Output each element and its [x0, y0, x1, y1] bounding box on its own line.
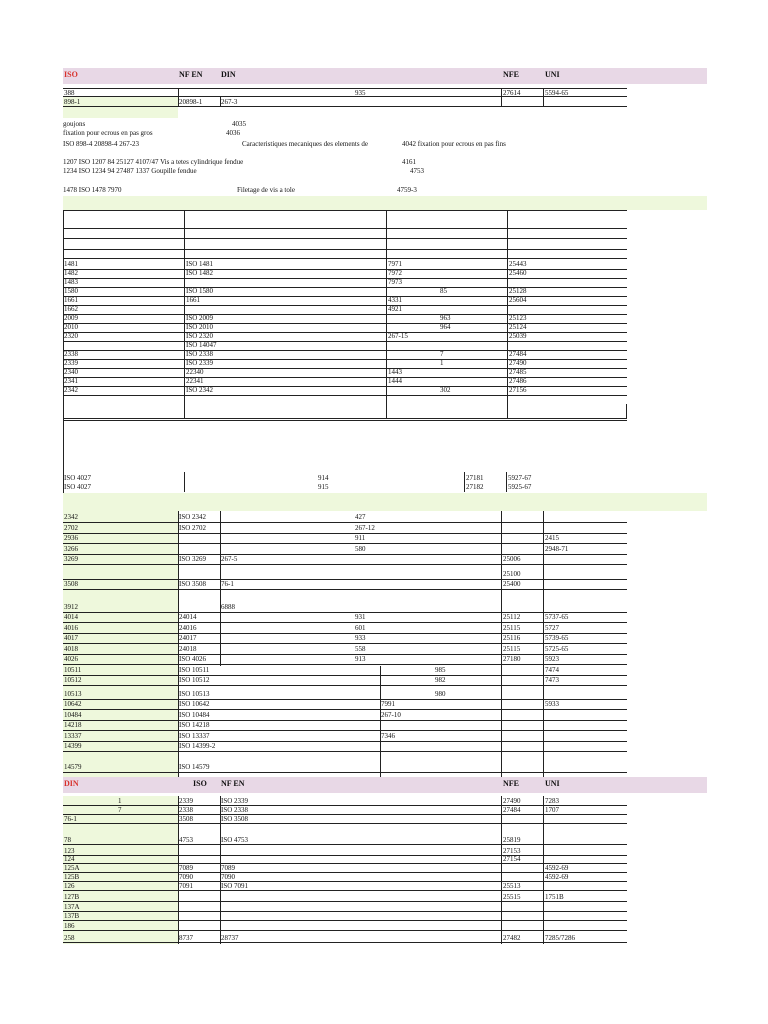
row-divider	[63, 106, 627, 107]
iso-cell: 10484	[64, 710, 82, 719]
nfen-cell: ISO 10642	[179, 700, 210, 708]
din-cell: 7	[440, 350, 444, 358]
column-header-nfen-2: NF EN	[221, 779, 245, 788]
nfen-cell: ISO 2702	[179, 523, 207, 532]
note-text: Filetage de vis a tole	[237, 186, 295, 194]
uni-cell: 5925-67	[508, 483, 532, 491]
row-divider	[63, 823, 627, 824]
iso-cell: 1482	[64, 269, 78, 277]
column-divider	[506, 472, 507, 492]
din-cell: 4331	[388, 296, 402, 304]
din-cell: 911	[355, 534, 366, 542]
row-divider	[63, 377, 627, 378]
uni-cell: 5727	[545, 623, 559, 632]
column-divider	[543, 796, 544, 944]
iso-cell: 2338	[64, 350, 78, 358]
nfe-cell: 25123	[509, 314, 527, 322]
uni-cell: 7283	[545, 797, 559, 805]
row-divider	[63, 709, 627, 710]
row-divider	[63, 881, 627, 882]
row-divider	[63, 287, 627, 288]
din-cell: 933	[355, 634, 366, 642]
note-text: goujons	[63, 120, 86, 128]
row-divider	[63, 751, 627, 752]
row-divider	[63, 420, 627, 421]
row-divider	[63, 685, 627, 686]
row-divider	[63, 741, 627, 742]
row-divider	[63, 844, 627, 845]
din-cell: 126	[64, 882, 75, 890]
row-divider	[63, 901, 627, 902]
column-header-din-2: DIN	[64, 779, 79, 788]
iso-cell: 4016	[64, 623, 78, 632]
row-divider	[63, 612, 627, 613]
column-header-din: DIN	[221, 70, 236, 79]
iso-cell: 898-1	[64, 98, 81, 106]
nfen-cell: ISO 4753	[221, 836, 249, 844]
din-cell: 7971	[388, 260, 402, 268]
row-divider	[63, 341, 627, 342]
nfe-cell: 25443	[509, 260, 527, 268]
row-divider	[63, 210, 627, 211]
column-header-iso: ISO	[64, 70, 78, 79]
iso-cell: 1661	[64, 296, 78, 304]
note-text: 4759-3	[397, 186, 417, 194]
iso-cell: 2339	[64, 359, 78, 367]
din-cell: 1443	[388, 368, 402, 376]
row-divider	[63, 305, 627, 306]
din-cell: 7	[118, 806, 122, 814]
iso-cell: 7091	[179, 882, 193, 890]
row-divider	[63, 654, 627, 655]
din-cell: 4921	[388, 305, 402, 313]
nfen-cell: ISO 3508	[179, 580, 207, 588]
din-cell: 85	[440, 287, 447, 295]
nfen-cell: ISO 2339	[221, 797, 249, 805]
row-divider	[63, 730, 627, 731]
nfen-cell: 24017	[179, 634, 197, 642]
nfen-cell: ISO 1482	[186, 269, 214, 277]
nfe-cell: 27484	[509, 350, 527, 358]
uni-cell: 7474	[545, 665, 559, 674]
section-band-4	[63, 493, 707, 511]
row-divider	[63, 296, 627, 297]
iso-cell: 10642	[64, 700, 82, 708]
row-divider	[63, 332, 627, 333]
nfe-cell: 25124	[509, 323, 527, 331]
nfen-cell: ISO 14047	[186, 341, 217, 349]
note-text: 1207 ISO 1207 84 25127 4107/47 Vis a tetes cylindrique fendue	[63, 158, 244, 166]
din-cell: 980	[435, 689, 446, 698]
iso-cell: 2341	[64, 377, 78, 385]
iso-cell: 4026	[64, 655, 78, 663]
nfen-cell: ISO 10511	[179, 665, 210, 674]
nfe-cell: 25513	[503, 882, 521, 890]
column-header-nfe: NFE	[503, 70, 519, 79]
header-band-2	[63, 777, 707, 793]
din-cell: 267-3	[221, 98, 238, 106]
row-divider	[63, 395, 627, 396]
din-cell: 267-5	[221, 555, 238, 563]
din-cell: 7991	[381, 700, 395, 708]
note-text: Caracteristiques mecaniques des elements de	[242, 140, 368, 148]
iso-cell: ISO 4027	[64, 483, 92, 491]
column-divider	[501, 88, 502, 106]
note-text: 1478 ISO 1478 7970	[63, 186, 122, 194]
row-divider	[63, 314, 627, 315]
din-cell: 601	[355, 623, 366, 632]
nfen-cell: ISO 1481	[186, 260, 214, 268]
uni-cell: 2948-71	[545, 544, 569, 553]
nfe-cell: 25819	[503, 836, 521, 844]
din-cell: 7972	[388, 269, 402, 277]
note-text: 4042 fixation pour ecrous en pas fins	[402, 140, 506, 148]
row-divider	[63, 533, 627, 534]
din-cell: 580	[355, 544, 366, 553]
din-cell: 935	[355, 89, 366, 97]
din-cell: 427	[355, 513, 366, 521]
din-column-fill-5	[63, 796, 178, 944]
uni-cell: 5594-65	[545, 89, 569, 97]
row-divider	[63, 633, 627, 634]
row-divider	[63, 805, 627, 806]
row-divider	[63, 359, 627, 360]
din-cell: 1	[118, 797, 122, 805]
section-band-2	[63, 196, 707, 210]
row-divider	[63, 554, 627, 555]
iso-cell: 1580	[64, 287, 78, 295]
nfen-cell: ISO 3269	[179, 555, 207, 563]
note-text: 4035	[232, 120, 246, 128]
row-divider	[63, 579, 627, 580]
column-divider	[543, 88, 544, 106]
row-divider	[63, 350, 627, 351]
row-divider	[63, 699, 627, 700]
nfen-cell: ISO 2338	[221, 806, 249, 814]
iso-cell: 3508	[179, 815, 193, 823]
nfen-cell: 7090	[221, 873, 235, 881]
din-cell: 915	[318, 483, 329, 491]
nfe-cell: 27156	[509, 386, 527, 394]
row-divider	[63, 228, 627, 229]
din-cell: 123	[64, 847, 75, 855]
nfen-cell: 7089	[221, 864, 235, 872]
row-divider	[63, 920, 627, 921]
iso-cell: 2339	[179, 797, 193, 805]
iso-cell: 14579	[64, 762, 82, 771]
row-divider	[63, 368, 627, 369]
iso-cell: 1662	[64, 305, 78, 313]
din-cell: 985	[435, 665, 446, 674]
row-divider	[63, 249, 627, 250]
din-cell: 558	[355, 644, 366, 653]
iso-cell: 10512	[64, 676, 82, 684]
nfe-cell: 27486	[509, 377, 527, 385]
din-cell: 124	[64, 855, 75, 863]
column-header-iso-2: ISO	[193, 779, 207, 788]
column-divider	[626, 404, 627, 418]
iso-cell: 1483	[64, 278, 78, 286]
nfen-cell: ISO 10484	[179, 710, 210, 719]
din-cell: 127B	[64, 893, 80, 901]
nfen-cell: 20898-1	[179, 98, 203, 106]
uni-cell: 5933	[545, 700, 559, 708]
note-text: 4036	[226, 129, 240, 137]
iso-cell: 3269	[64, 555, 78, 563]
row-divider	[63, 942, 627, 943]
uni-cell: 1707	[545, 806, 559, 814]
nfen-cell: 22340	[186, 368, 204, 376]
din-cell: 258	[64, 934, 75, 942]
nfe-cell: 25400	[503, 580, 521, 588]
uni-cell: 7473	[545, 676, 559, 684]
nfen-cell: 24016	[179, 623, 197, 632]
din-cell: 267-15	[388, 332, 408, 340]
column-divider	[464, 472, 465, 492]
column-divider	[63, 210, 64, 418]
nfe-cell: 27153	[503, 847, 521, 855]
row-divider	[63, 911, 627, 912]
iso-cell: 2009	[64, 314, 78, 322]
iso-cell: 388	[64, 89, 75, 97]
uni-cell: 5927-67	[508, 474, 532, 482]
nfen-cell: ISO 10513	[179, 689, 210, 698]
row-divider	[63, 418, 627, 419]
row-divider	[63, 930, 627, 931]
note-text: 4161	[402, 158, 416, 166]
column-divider	[184, 472, 185, 492]
iso-cell: 2342	[64, 386, 78, 394]
nfen-cell: ISO 2009	[186, 314, 214, 322]
nfe-cell: 27482	[503, 934, 521, 942]
din-cell: 267-10	[381, 710, 401, 719]
row-divider	[63, 543, 627, 544]
column-divider	[380, 666, 381, 777]
iso-cell: 3912	[64, 602, 78, 611]
uni-cell: 4592-69	[545, 864, 569, 872]
note-text: ISO 898-4 20898-4 267-23	[63, 140, 140, 148]
nfe-cell: 25100	[503, 569, 521, 578]
din-cell: 1444	[388, 377, 402, 385]
column-divider	[501, 796, 502, 944]
iso-cell: 7089	[179, 864, 193, 872]
column-divider	[543, 511, 544, 777]
din-cell: 76-1	[64, 815, 77, 823]
column-divider	[501, 511, 502, 777]
nfe-cell: 25115	[503, 644, 521, 653]
nfen-cell: 24014	[179, 613, 197, 621]
iso-cell: 10511	[64, 665, 82, 674]
nfen-cell: ISO 2010	[186, 323, 214, 331]
column-header-nfen: NF EN	[179, 70, 203, 79]
iso-cell: ISO 4027	[64, 474, 92, 482]
nfe-cell: 25039	[509, 332, 527, 340]
din-cell: 137B	[64, 912, 80, 920]
nfe-cell: 27485	[509, 368, 527, 376]
header-band-1	[63, 68, 707, 84]
iso-cell: 7090	[179, 873, 193, 881]
din-cell: 7346	[381, 731, 395, 740]
iso-cell: 2320	[64, 332, 78, 340]
din-cell: 964	[440, 323, 451, 331]
din-cell: 137A	[64, 903, 80, 911]
row-divider	[63, 238, 627, 239]
note-text: 4753	[410, 167, 424, 175]
row-divider	[63, 772, 627, 773]
din-cell: 186	[64, 922, 75, 930]
iso-cell: 14218	[64, 721, 82, 729]
iso-cell: 2338	[179, 806, 193, 814]
uni-cell: 5725-65	[545, 644, 569, 653]
din-cell: 1	[440, 359, 444, 367]
nfen-cell: 1661	[186, 296, 200, 304]
din-cell: 982	[435, 676, 446, 684]
uni-cell: 7285/7286	[545, 934, 575, 942]
row-divider	[63, 323, 627, 324]
nfen-cell: 24018	[179, 644, 197, 653]
nfen-cell: ISO 14399-2	[179, 742, 216, 750]
uni-cell: 5739-65	[545, 634, 569, 642]
nfe-cell: 25604	[509, 296, 527, 304]
row-divider	[63, 675, 627, 676]
nfen-cell: ISO 3508	[221, 815, 249, 823]
uni-cell: 4592-69	[545, 873, 569, 881]
row-divider	[63, 872, 627, 873]
nfe-cell: 27490	[503, 797, 521, 805]
note-text: fixation pour ecrous en pas gros	[63, 129, 153, 137]
row-divider	[63, 664, 627, 665]
nfe-cell: 27180	[503, 655, 521, 663]
nfe-cell: 27614	[503, 89, 521, 97]
row-divider	[63, 278, 627, 279]
nfen-cell: ISO 2342	[186, 386, 214, 394]
note-text: 1234 ISO 1234 94 27487 1337 Goupille fendue	[63, 167, 197, 175]
iso-cell: 2936	[64, 534, 78, 542]
din-cell: 78	[64, 836, 71, 844]
iso-cell: 14399	[64, 742, 82, 750]
nfen-cell: ISO 1580	[186, 287, 214, 295]
row-divider	[63, 564, 627, 565]
nfen-cell: ISO 2338	[186, 350, 214, 358]
uni-cell: 5737-65	[545, 613, 569, 621]
row-divider	[63, 720, 627, 721]
nfen-cell: ISO 14579	[179, 762, 210, 771]
iso-cell: 8737	[179, 934, 193, 942]
row-divider	[63, 269, 627, 270]
nfe-cell: 25460	[509, 269, 527, 277]
row-divider	[63, 386, 627, 387]
row-divider	[63, 643, 627, 644]
iso-cell: 2702	[64, 523, 78, 532]
row-divider	[63, 522, 627, 523]
din-cell: 125A	[64, 864, 80, 872]
nfe-cell: 25112	[503, 613, 521, 621]
nfe-cell: 27154	[503, 855, 521, 863]
nfe-cell: 27490	[509, 359, 527, 367]
iso-cell: 4753	[179, 836, 193, 844]
nfe-cell: 27484	[503, 806, 521, 814]
din-cell: 6888	[221, 602, 235, 611]
iso-cell: 3266	[64, 544, 78, 553]
din-cell: 914	[318, 474, 329, 482]
nfe-cell: 27181	[466, 474, 484, 482]
row-divider	[63, 863, 627, 864]
nfen-cell: 28737	[221, 934, 239, 942]
nfen-cell: ISO 2342	[179, 513, 207, 521]
row-divider	[63, 622, 627, 623]
iso-cell: 13337	[64, 731, 82, 740]
nfe-cell: 25115	[503, 623, 521, 632]
iso-cell: 1481	[64, 260, 78, 268]
nfen-cell: ISO 2320	[186, 332, 214, 340]
row-divider	[63, 589, 627, 590]
din-cell: 76-1	[221, 580, 234, 588]
din-cell: 963	[440, 314, 451, 322]
nfen-cell: ISO 10512	[179, 676, 210, 684]
nfen-cell: 22341	[186, 377, 204, 385]
row-divider	[63, 890, 627, 891]
nfe-cell: 25128	[509, 287, 527, 295]
nfe-cell: 27182	[466, 483, 484, 491]
nfen-cell: ISO 14218	[179, 721, 210, 729]
nfen-cell: ISO 2339	[186, 359, 214, 367]
column-header-uni-2: UNI	[545, 779, 560, 788]
din-cell: 125B	[64, 873, 80, 881]
iso-cell: 4017	[64, 634, 78, 642]
nfe-cell: 25116	[503, 634, 521, 642]
iso-cell: 2342	[64, 513, 78, 521]
uni-cell: 5923	[545, 655, 559, 663]
iso-cell: 10513	[64, 689, 82, 698]
nfen-cell: ISO 13337	[179, 731, 210, 740]
uni-cell: 2415	[545, 534, 559, 542]
nfe-cell: 25515	[503, 893, 521, 901]
iso-cell: 4018	[64, 644, 78, 653]
row-divider	[63, 855, 627, 856]
din-cell: 913	[355, 655, 366, 663]
nfen-cell: ISO 7091	[221, 882, 249, 890]
din-cell: 7973	[388, 278, 402, 286]
din-cell: 302	[440, 386, 451, 394]
row-divider	[63, 258, 627, 259]
uni-cell: 1751B	[545, 893, 564, 901]
din-cell: 931	[355, 613, 366, 621]
column-header-nfe-2: NFE	[503, 779, 519, 788]
iso-cell: 2010	[64, 323, 78, 331]
column-header-uni: UNI	[545, 70, 560, 79]
nfe-cell: 25006	[503, 555, 521, 563]
nfen-cell: ISO 4026	[179, 655, 207, 663]
din-cell: 267-12	[355, 523, 375, 532]
iso-cell: 4014	[64, 613, 78, 621]
iso-cell: 3508	[64, 580, 78, 588]
row-divider	[63, 814, 627, 815]
iso-cell: 2340	[64, 368, 78, 376]
